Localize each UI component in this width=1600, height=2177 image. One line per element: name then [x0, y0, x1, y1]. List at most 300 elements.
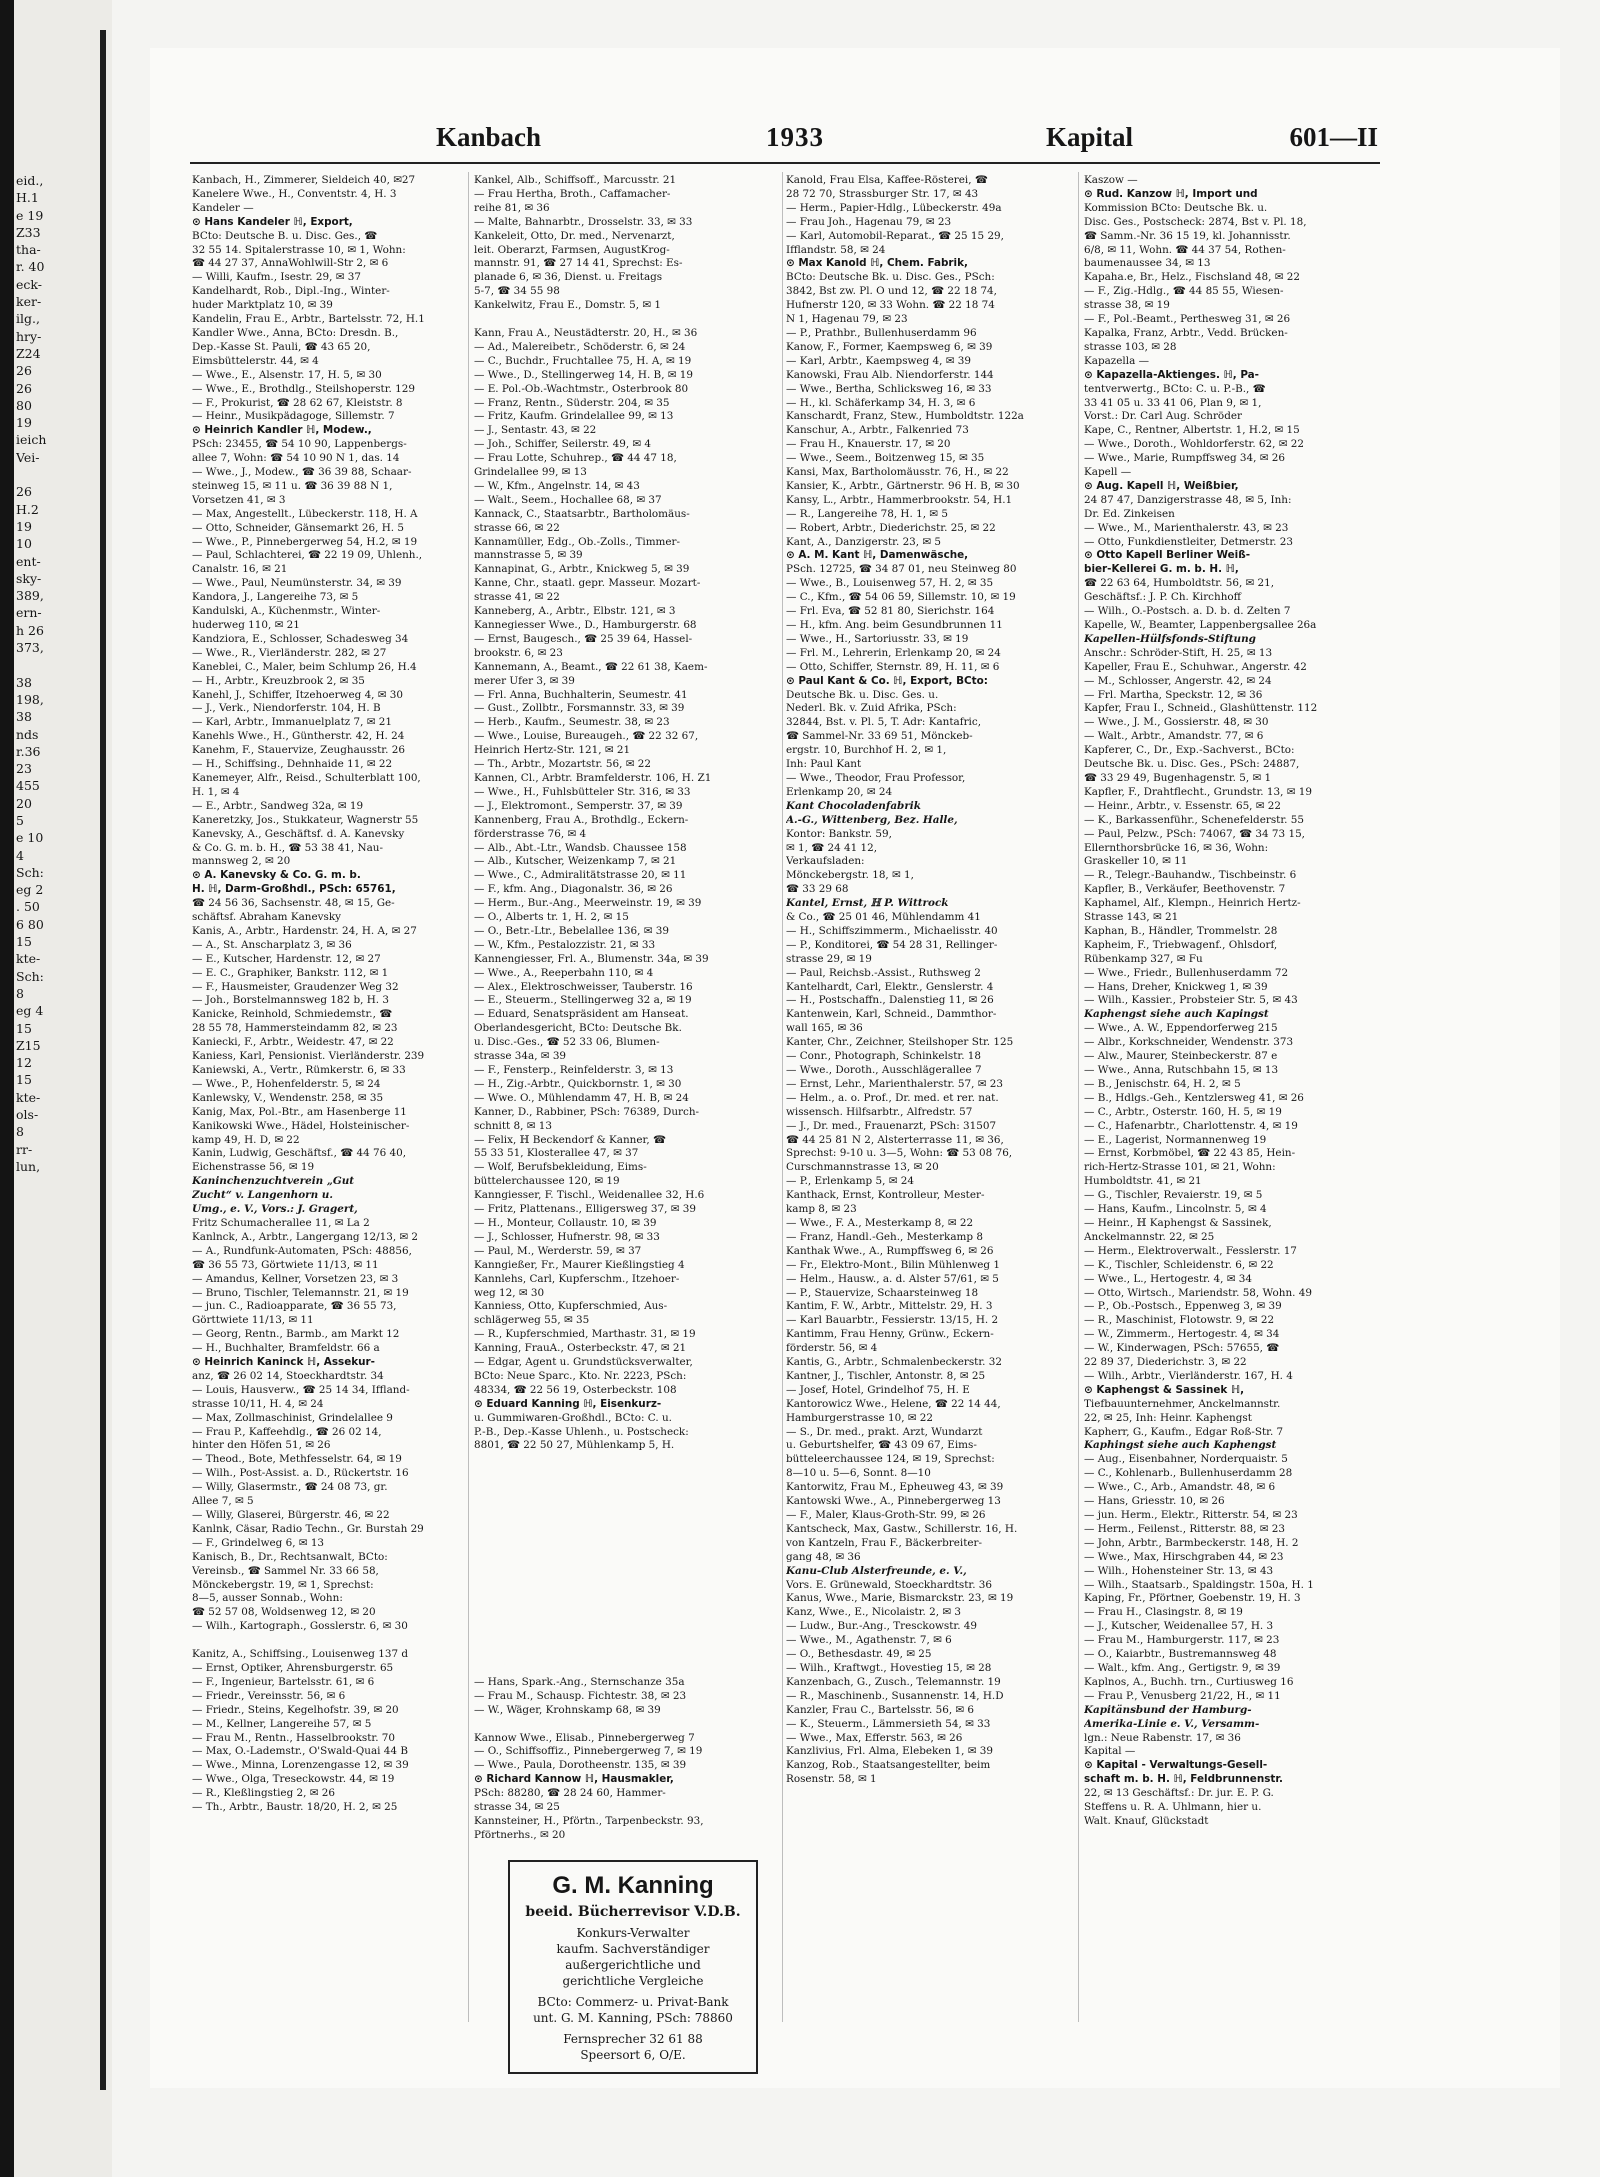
ad-bank-line: unt. G. M. Kanning, PSch: 78860: [533, 2011, 733, 2025]
directory-entry: PSch: 88280, ☎ 28 24 60, Hammer-: [474, 1787, 666, 1800]
directory-entry: — W., Zimmerm., Hertogestr. 4, ✉ 34: [1084, 1328, 1280, 1341]
directory-entry: Kaniess, Karl, Pensionist. Vierländerstr. 239: [192, 1050, 425, 1063]
directory-entry: — O., Alberts tr. 1, H. 2, ✉ 15: [474, 911, 629, 924]
directory-entry: Kanehm, F., Stauervize, Zeughausstr. 26: [192, 744, 405, 757]
directory-entry: — Willi, Kaufm., Isestr. 29, ✉ 37: [192, 271, 361, 284]
directory-entry: — K., Steuerm., Lämmersieth 54, ✉ 33: [786, 1717, 991, 1730]
fragment-line: 19: [16, 518, 32, 534]
directory-entry: Kantowski Wwe., A., Pinnebergerweg 13: [786, 1495, 1001, 1508]
directory-entry: Inh: Paul Kant: [786, 758, 862, 771]
directory-entry: Kantorwitz, Frau M., Epheuweg 43, ✉ 39: [786, 1481, 1004, 1494]
directory-entry: [474, 1495, 746, 1509]
directory-entry: Kankeleit, Otto, Dr. med., Nervenarzt,: [474, 229, 675, 242]
fragment-line: Sch:: [16, 864, 44, 880]
fragment-line: 4: [16, 847, 24, 863]
directory-entry: — J., Sentastr. 43, ✉ 22: [474, 424, 597, 437]
directory-entry: hinter den Höfen 51, ✉ 26: [192, 1439, 331, 1452]
directory-entry: Oberlandesgericht, BCto: Deutsche Bk.: [474, 1022, 682, 1035]
directory-entry: schnitt 8, ✉ 13: [474, 1119, 552, 1132]
directory-entry: ☎ 33 29 68: [786, 883, 849, 896]
ad-line: gerichtliche Vergleiche: [562, 1974, 704, 1988]
directory-entry: mannsweg 2, ✉ 20: [192, 855, 291, 868]
directory-entry: — R., Maschinenb., Susannenstr. 14, H.D: [786, 1689, 1004, 1702]
directory-entry: — S., Dr. med., prakt. Arzt, Wundarzt: [786, 1425, 983, 1438]
directory-entry: [474, 1565, 746, 1579]
directory-entry: 24 87 47, Danzigerstrasse 48, ✉ 5, Inh:: [1084, 493, 1292, 506]
directory-entry: — Otto, Funkdienstleiter, Detmerstr. 23: [1084, 535, 1293, 548]
directory-entry: — Frau Lotte, Schuhrep., ☎ 44 47 18,: [474, 452, 677, 465]
directory-entry: 55 33 51, Klosterallee 47, ✉ 37: [474, 1147, 639, 1160]
column-1: [192, 174, 464, 2044]
directory-entry: Kanis, A., Arbtr., Hardenstr. 24, H. A, ✉ 27: [192, 924, 417, 937]
directory-entry: & Co., ☎ 25 01 46, Mühlendamm 41: [786, 911, 981, 924]
directory-entry: — Walt., Arbtr., Amandstr. 77, ✉ 6: [1084, 730, 1264, 743]
directory-entry: Erlenkamp 20, ✉ 24: [786, 785, 893, 798]
directory-entry: Kapfler, B., Verkäufer, Beethovenstr. 7: [1084, 883, 1286, 896]
directory-entry: Kanowski, Frau Alb. Niendorferstr. 144: [786, 368, 994, 381]
directory-entry: strasse 34, ✉ 25: [474, 1801, 560, 1814]
directory-entry: Kantis, G., Arbtr., Schmalenbeckerstr. 32: [786, 1356, 1002, 1369]
directory-entry: — Wwe., F. A., Mesterkamp 8, ✉ 22: [786, 1216, 974, 1229]
directory-entry: Kanthak Wwe., A., Rumpffsweg 6, ✉ 26: [786, 1244, 994, 1257]
directory-entry: — Wwe., Bertha, Schlicksweg 16, ✉ 33: [786, 382, 992, 395]
directory-entry: — Wwe., P., Hohenfelderstr. 5, ✉ 24: [192, 1077, 381, 1090]
directory-entry: brookstr. 6, ✉ 23: [474, 646, 563, 659]
directory-entry: schaft m. b. H. ℍ, Feldbrunnenstr.: [1084, 1773, 1283, 1786]
directory-entry: [474, 1523, 746, 1537]
directory-entry: — E. C., Graphiker, Bankstr. 112, ✉ 1: [192, 966, 389, 979]
directory-entry: — Wwe., Louise, Bureaugeh., ☎ 22 32 67,: [474, 730, 699, 743]
directory-entry: Kaniewski, A., Vertr., Rümkerstr. 6, ✉ 33: [192, 1064, 406, 1076]
directory-entry: büttelerchaussee 120, ✉ 19: [474, 1175, 620, 1188]
directory-entry: Kanz, Wwe., E., Nicolaistr. 2, ✉ 3: [786, 1606, 961, 1619]
directory-entry: ⊙ Rud. Kanzow ℍ, Import und: [1084, 187, 1258, 200]
directory-entry: 5-7, ☎ 34 55 98: [474, 285, 560, 298]
directory-entry: Kanisch, B., Dr., Rechtsanwalt, BCto:: [192, 1550, 388, 1563]
ad-phone: Fernsprecher 32 61 88: [563, 2032, 703, 2046]
directory-entry: — Herm., Feilenst., Ritterstr. 88, ✉ 23: [1084, 1522, 1285, 1535]
directory-entry: Kant Chocoladenfabrik: [786, 799, 921, 812]
directory-entry: ⊙ Richard Kannow ℍ, Hausmakler,: [474, 1773, 674, 1786]
directory-entry: [474, 1467, 746, 1481]
column-divider: [782, 172, 783, 2022]
directory-entry: 3842, Bst zw. Pl. O und 12, ☎ 22 18 74,: [786, 285, 997, 298]
directory-entry: — Wwe., C., Admiralitätstrasse 20, ✉ 11: [474, 869, 687, 882]
directory-entry: Kanold, Frau Elsa, Kaffee-Rösterei, ☎: [786, 174, 988, 186]
directory-entry: [474, 1509, 746, 1523]
directory-entry: 33 41 05 u. 33 41 06, Plan 9, ✉ 1,: [1084, 396, 1262, 409]
directory-entry: von Kantzeln, Frau F., Bäckerbreiter-: [786, 1536, 983, 1549]
fragment-line: e 10: [16, 830, 44, 846]
directory-entry: planade 6, ✉ 36, Dienst. u. Freitags: [474, 271, 663, 284]
directory-entry: Kapherr, G., Kaufm., Edgar Roß-Str. 7: [1084, 1425, 1284, 1438]
directory-entry: Steffens u. R. A. Uhlmann, hier u.: [1084, 1801, 1262, 1814]
directory-entry: ⊙ Heinrich Kandler ℍ, Modew.,: [192, 424, 372, 437]
directory-entry: Kanemeyer, Alfr., Reisd., Schulterblatt 100,: [192, 771, 421, 784]
header-year: 1933: [766, 122, 824, 152]
directory-entry: — B., Jenischstr. 64, H. 2, ✉ 5: [1084, 1077, 1241, 1090]
directory-entry: — Wwe., A. W., Eppendorferweg 215: [1084, 1022, 1278, 1035]
directory-entry: gang 48, ✉ 36: [786, 1550, 861, 1563]
directory-entry: Kandora, J., Langereihe 73, ✉ 5: [192, 591, 359, 604]
directory-entry: Curschmannstrasse 13, ✉ 20: [786, 1161, 939, 1174]
directory-entry: Kaszow —: [1084, 174, 1138, 186]
directory-entry: wissensch. Hilfsarbtr., Alfredstr. 57: [786, 1105, 973, 1118]
directory-entry: 8801, ☎ 22 50 27, Mühlenkamp 5, H.: [474, 1439, 675, 1452]
directory-entry: förderstr. 56, ✉ 4: [786, 1342, 878, 1355]
directory-entry: Kantimm, Frau Henny, Grünw., Eckern-: [786, 1328, 994, 1341]
page-gutter: [100, 30, 106, 2090]
directory-entry: [474, 1579, 746, 1593]
directory-entry: — Paul, M., Werderstr. 59, ✉ 37: [474, 1244, 642, 1257]
directory-entry: — Paul, Pelzw., PSch: 74067, ☎ 34 73 15,: [1084, 827, 1305, 840]
directory-entry: — Alex., Elektroschweisser, Tauberstr. 16: [474, 980, 693, 993]
directory-entry: — Franz, Rentn., Süderstr. 204, ✉ 35: [474, 396, 670, 409]
directory-entry: — H., Postschaffn., Dalenstieg 11, ✉ 26: [786, 994, 994, 1007]
directory-entry: — Felix, ℍ Beckendorf & Kanner, ☎: [474, 1133, 666, 1146]
column-2: [474, 174, 746, 2044]
directory-entry: — W., Kfm., Pestalozzistr. 21, ✉ 33: [474, 938, 656, 951]
directory-entry: — H., Schiffszimmerm., Michaelisstr. 40: [786, 924, 998, 937]
fragment-line: kte-: [16, 951, 41, 967]
directory-entry: — Karl, Automobil-Reparat., ☎ 25 15 29,: [786, 229, 1004, 242]
directory-entry: ⊙ Kapazella-Aktienges. ℍ, Pa-: [1084, 368, 1259, 381]
directory-entry: Kanlewsky, V., Wendenstr. 258, ✉ 35: [192, 1091, 384, 1104]
directory-entry: — Heinr., ℍ Kaphengst & Sassinek,: [1084, 1216, 1272, 1229]
directory-entry: Kapellen-Hülfsfonds-Stiftung: [1084, 632, 1256, 645]
directory-entry: Kanus, Wwe., Marie, Bismarckstr. 23, ✉ 19: [786, 1592, 1014, 1605]
directory-entry: Kanner, D., Rabbiner, PSch: 76389, Durch-: [474, 1105, 700, 1118]
directory-entry: Kandeler —: [192, 201, 254, 214]
directory-entry: ☎ 33 29 49, Bugenhagenstr. 5, ✉ 1: [1084, 771, 1272, 784]
directory-entry: Kanniess, Otto, Kupferschmied, Aus-: [474, 1300, 668, 1313]
directory-entry: — Wwe., Doroth., Ausschlägerallee 7: [786, 1064, 982, 1076]
directory-entry: — Wwe., L., Hertogestr. 4, ✉ 34: [1084, 1272, 1252, 1285]
ad-line: kaufm. Sachverständiger: [556, 1942, 710, 1956]
directory-entry: lgn.: Neue Rabenstr. 17, ✉ 36: [1084, 1731, 1241, 1744]
directory-entry: ✉ 1, ☎ 24 41 12,: [786, 841, 878, 854]
directory-entry: strasse 29, ✉ 19: [786, 952, 872, 965]
directory-entry: Kapfler, F., Drahtflecht., Grundstr. 13, ✉ 19: [1084, 785, 1312, 798]
directory-entry: Mönckebergstr. 19, ✉ 1, Sprechst:: [192, 1578, 374, 1591]
directory-entry: Kapferer, C., Dr., Exp.-Sachverst., BCto:: [1084, 744, 1295, 757]
fragment-line: 19: [16, 415, 32, 431]
directory-entry: — W., Kfm., Angelnstr. 14, ✉ 43: [474, 479, 640, 492]
ad-title: G. M. Kanning: [552, 1872, 714, 1899]
directory-entry: — Wwe., Max, Hirschgraben 44, ✉ 23: [1084, 1550, 1284, 1563]
fragment-line: sky-: [16, 570, 42, 586]
directory-entry: Anschr.: Schröder-Stift, H. 25, ✉ 13: [1084, 646, 1273, 659]
directory-entry: — John, Arbtr., Barmbeckerstr. 148, H. 2: [1084, 1536, 1299, 1549]
directory-entry: — Fritz, Kaufm. Grindelallee 99, ✉ 13: [474, 410, 674, 423]
directory-entry: — R., Kleßlingstieg 2, ✉ 26: [192, 1787, 335, 1800]
directory-entry: förderstrasse 76, ✉ 4: [474, 827, 587, 840]
directory-entry: Kanow, F., Former, Kaempsweg 6, ✉ 39: [786, 340, 993, 353]
directory-entry: — Wwe., Anna, Rutschbahn 15, ✉ 13: [1084, 1064, 1279, 1076]
directory-entry: — Malte, Bahnarbtr., Drosselstr. 33, ✉ 33: [474, 215, 693, 228]
directory-entry: — Albr., Korkschneider, Wendenstr. 373: [1084, 1036, 1294, 1049]
directory-entry: Kanlnck, A., Arbtr., Langergang 12/13, ✉ 2: [192, 1230, 419, 1243]
directory-entry: Kanngiesser, F. Tischl., Weidenallee 32, H.6: [474, 1189, 705, 1202]
directory-entry: ⊙ Eduard Kanning ℍ, Eisenkurz-: [474, 1397, 662, 1410]
directory-entry: — R., Kupferschmied, Marthastr. 31, ✉ 19: [474, 1328, 696, 1341]
directory-entry: — W., Kinderwagen, PSch: 57655, ☎: [1084, 1342, 1280, 1355]
directory-entry: Zucht“ v. Langenhorn u.: [192, 1189, 333, 1202]
directory-entry: 8—5, ausser Sonnab., Wohn:: [192, 1592, 343, 1605]
directory-entry: Kantim, F. W., Arbtr., Mittelstr. 29, H. 3: [786, 1300, 993, 1313]
directory-entry: — Wwe., Doroth., Wohldorferstr. 62, ✉ 22: [1084, 438, 1304, 451]
ad-bank-line: BCto: Commerz- u. Privat-Bank: [537, 1995, 729, 2009]
directory-entry: — Wwe., Seem., Boitzenweg 15, ✉ 35: [786, 452, 985, 465]
directory-entry: Kann, Frau A., Neustädterstr. 20, H., ✉ 36: [474, 326, 698, 339]
directory-entry: — Wilh., Kartograph., Gosslerstr. 6, ✉ 30: [192, 1620, 408, 1633]
directory-entry: ⊙ Max Kanold ℍ, Chem. Fabrik,: [786, 257, 968, 270]
directory-entry: Kanikowski Wwe., Hädel, Holsteinischer-: [192, 1119, 410, 1132]
directory-entry: — Frau Hertha, Broth., Caffamacher-: [474, 187, 671, 200]
directory-entry: — Wwe., Theodor, Frau Professor,: [786, 771, 966, 784]
directory-entry: Kantenwein, Karl, Schneid., Dammthor-: [786, 1008, 997, 1021]
directory-entry: Kanelere Wwe., H., Conventstr. 4, H. 3: [192, 187, 397, 200]
directory-entry: Kansier, K., Arbtr., Gärtnerstr. 96 H. B, ✉ 30: [786, 479, 1020, 492]
directory-entry: — F., Prokurist, ☎ 28 62 67, Kleiststr. 8: [192, 396, 403, 409]
directory-entry: [474, 1606, 746, 1620]
directory-entry: Eichenstrasse 56, ✉ 19: [192, 1161, 315, 1174]
directory-entry: — Paul, Schlachterei, ☎ 22 19 09, Uhlenh.,: [192, 549, 423, 562]
directory-entry: Kanehl, J., Schiffer, Itzehoerweg 4, ✉ 30: [192, 688, 404, 701]
fragment-line: ols-: [16, 1107, 39, 1123]
directory-entry: — Wwe., M., Marienthalerstr. 43, ✉ 23: [1084, 521, 1289, 534]
directory-entry: — F., Maler, Klaus-Groth-Str. 99, ✉ 26: [786, 1509, 986, 1521]
directory-entry: Kandelhardt, Rob., Dipl.-Ing., Winter-: [192, 285, 390, 298]
directory-entry: Rübenkamp 327, ✉ Fu: [1084, 952, 1203, 965]
directory-entry: — Hans, Spark.-Ang., Sternschanze 35a: [474, 1675, 685, 1688]
directory-entry: — Wwe., J., Modew., ☎ 36 39 88, Schaar-: [192, 466, 412, 479]
directory-entry: — Wwe., Paula, Dorotheenstr. 135, ✉ 39: [474, 1759, 687, 1772]
fragment-line: 8: [16, 985, 24, 1001]
directory-entry: — O., Schiffsoffiz., Pinnebergerweg 7, ✉ 19: [474, 1745, 703, 1758]
directory-entry: ⊙ Hans Kandeler ℍ, Export,: [192, 215, 353, 228]
directory-entry: — Helm., Hausw., a. d. Alster 57/61, ✉ 5: [786, 1272, 999, 1285]
directory-entry: — F., Pol.-Beamt., Perthesweg 31, ✉ 26: [1084, 313, 1291, 326]
directory-entry: Kapital —: [1084, 1745, 1136, 1758]
directory-entry: — Wwe., E., Alsenstr. 17, H. 5, ✉ 30: [192, 368, 382, 381]
directory-entry: schäftsf. Abraham Kanevsky: [192, 911, 341, 924]
directory-entry: strasse 41, ✉ 22: [474, 591, 560, 604]
directory-entry: ☎ 24 56 36, Sachsenstr. 48, ✉ 15, Ge-: [192, 897, 395, 910]
directory-entry: — Wwe., H., Fuhlsbütteler Str. 316, ✉ 33: [474, 785, 691, 798]
directory-entry: Kannengiesser, Frl. A., Blumenstr. 34a, ✉ 39: [474, 952, 709, 965]
directory-entry: — Josef, Hotel, Grindelhof 75, H. E: [786, 1383, 970, 1396]
directory-entry: [474, 1551, 746, 1565]
directory-entry: — J., Elektromont., Semperstr. 37, ✉ 39: [474, 799, 683, 812]
directory-entry: — G., Tischler, Revaierstr. 19, ✉ 5: [1084, 1189, 1263, 1202]
directory-entry: ⊙ Kapital - Verwaltungs-Gesell-: [1084, 1759, 1268, 1772]
directory-entry: N 1, Hagenau 79, ✉ 23: [786, 313, 908, 326]
directory-entry: Kapheim, F., Triebwagenf., Ohlsdorf,: [1084, 938, 1278, 951]
ad-line: außergerichtliche und: [565, 1958, 701, 1972]
fragment-line: 26: [16, 484, 32, 500]
directory-entry: — Frl. Martha, Speckstr. 12, ✉ 36: [1084, 688, 1263, 701]
directory-entry: — F., Grindelweg 6, ✉ 13: [192, 1536, 325, 1549]
directory-entry: — H., Monteur, Collaustr. 10, ✉ 39: [474, 1216, 657, 1229]
directory-entry: — K., Tischler, Schleidenstr. 6, ✉ 22: [1084, 1258, 1274, 1271]
directory-entry: Kanlnk, Cäsar, Radio Techn., Gr. Burstah 29: [192, 1522, 424, 1535]
fragment-line: ieich: [16, 432, 47, 448]
fragment-line: 15: [16, 1072, 32, 1088]
directory-entry: — M., Kellner, Langereihe 57, ✉ 5: [192, 1717, 372, 1730]
directory-entry: — Ernst, Baugesch., ☎ 25 39 64, Hassel-: [474, 632, 693, 645]
directory-entry: — Frau M., Rentn., Hasselbrookstr. 70: [192, 1731, 396, 1744]
directory-entry: Kaniecki, F., Arbtr., Weidestr. 47, ✉ 22: [192, 1036, 394, 1049]
directory-entry: kamp 8, ✉ 23: [786, 1203, 857, 1216]
directory-entry: Kanne, Chr., staatl. gepr. Masseur. Mozart-: [474, 577, 701, 590]
directory-entry: Walt. Knauf, Glückstadt: [1084, 1814, 1209, 1827]
fragment-line: 38: [16, 709, 32, 725]
directory-entry: Dep.-Kasse St. Pauli, ☎ 43 65 20,: [192, 340, 371, 353]
directory-entry: Kapell —: [1084, 466, 1132, 479]
directory-entry: strasse 10/11, H. 4, ✉ 24: [192, 1397, 324, 1410]
directory-entry: — Wwe., P., Pinnebergerweg 54, H.2, ✉ 19: [192, 535, 418, 548]
directory-entry: Kandulski, A., Küchenmstr., Winter-: [192, 605, 381, 618]
column-divider: [468, 172, 469, 2022]
directory-entry: Kankel, Alb., Schiffsoff., Marcusstr. 21: [474, 174, 677, 186]
fragment-line: e 19: [16, 207, 44, 223]
directory-entry: ☎ 52 57 08, Woldsenweg 12, ✉ 20: [192, 1606, 376, 1619]
fragment-line: eck-: [16, 276, 42, 292]
fragment-line: 10: [16, 536, 32, 552]
fragment-line: 15: [16, 1020, 32, 1036]
directory-entry: Vorsetzen 41, ✉ 3: [192, 493, 286, 506]
directory-entry: — Friedr., Vereinsstr. 56, ✉ 6: [192, 1689, 346, 1702]
directory-entry: Hufnerstr 120, ✉ 33 Wohn. ☎ 22 18 74: [786, 299, 995, 312]
directory-entry: — C., Kohlenarb., Bullenhuserdamm 28: [1084, 1467, 1293, 1480]
directory-entry: Allee 7, ✉ 5: [192, 1495, 254, 1508]
fragment-line: eg 4: [16, 1003, 44, 1019]
directory-entry: Kannow Wwe., Elisab., Pinnebergerweg 7: [474, 1731, 695, 1744]
directory-entry: Heinrich Hertz-Str. 121, ✉ 21: [474, 744, 631, 757]
directory-entry: ☎ Samm.-Nr. 36 15 19, kl. Johannisstr.: [1084, 229, 1291, 242]
directory-entry: Kannlehs, Carl, Kupferschm., Itzehoer-: [474, 1272, 680, 1285]
page-number: 601—II: [1289, 122, 1378, 152]
directory-entry: BCto: Deutsche B. u. Disc. Ges., ☎: [192, 229, 378, 242]
directory-entry: Geschäftsf.: J. P. Ch. Kirchhoff: [1084, 591, 1242, 604]
fragment-line: 8: [16, 1124, 24, 1140]
directory-entry: — Frau H., Knauerstr. 17, ✉ 20: [786, 438, 951, 451]
directory-entry: Kaphan, B., Händler, Trommelstr. 28: [1084, 924, 1278, 937]
directory-entry: [474, 1620, 746, 1634]
directory-entry: — A., St. Anscharplatz 3, ✉ 36: [192, 938, 352, 951]
directory-entry: 28 72 70, Strassburger Str. 17, ✉ 43: [786, 187, 979, 200]
directory-entry: — C., Buchdr., Fruchtallee 75, H. A, ✉ 19: [474, 354, 692, 367]
directory-entry: allee 7, Wohn: ☎ 54 10 90 N 1, das. 14: [192, 452, 400, 465]
directory-entry: ⊙ A. Kanevsky & Co. G. m. b.: [192, 869, 361, 882]
directory-entry: — E. Pol.-Ob.-Wachtmstr., Osterbrook 80: [474, 382, 689, 395]
directory-entry: — Wilh., O.-Postsch. a. D. b. d. Zelten 7: [1084, 605, 1291, 618]
directory-entry: [192, 1634, 464, 1648]
directory-entry: Kantel, Ernst, ℍ P. Wittrock: [786, 897, 949, 910]
directory-entry: Kantner, J., Tischler, Antonstr. 8, ✉ 25: [786, 1369, 986, 1382]
directory-entry: Kanngießer, Fr., Maurer Kießlingstieg 4: [474, 1258, 685, 1271]
fragment-line: eid.,: [16, 173, 44, 188]
ad-subtitle: beeid. Bücherrevisor V.D.B.: [525, 1904, 741, 1920]
directory-entry: u. Gummiwaren-Großhdl., BCto: C. u.: [474, 1411, 672, 1424]
directory-entry: ☎ 44 25 81 N 2, Alsterterrasse 11, ✉ 36,: [786, 1133, 1004, 1146]
directory-entry: — B., Hdlgs.-Geh., Kentzlersweg 41, ✉ 26: [1084, 1091, 1304, 1104]
fragment-line: Z24: [16, 345, 41, 361]
directory-entry: — Max, Zollmaschinist, Grindelallee 9: [192, 1411, 393, 1424]
directory-entry: — P., Konditorei, ☎ 54 28 31, Rellinger-: [786, 938, 998, 951]
directory-entry: A.-G., Wittenberg, Bez. Halle,: [786, 813, 958, 826]
directory-entry: — O., Bethesdastr. 49, ✉ 25: [786, 1648, 932, 1661]
fragment-line: r. 40: [16, 259, 45, 275]
directory-entry: — Ludw., Bur.-Ang., Tresckowstr. 49: [786, 1620, 978, 1633]
directory-entry: — H., Schiffsing., Dehnhaide 11, ✉ 22: [192, 758, 393, 771]
directory-entry: — Willy, Glaserei, Bürgerstr. 46, ✉ 22: [192, 1509, 390, 1521]
directory-entry: — Frau Joh., Hagenau 79, ✉ 23: [786, 215, 952, 228]
fragment-line: [16, 656, 96, 673]
fragment-line: 6 80: [16, 916, 44, 932]
directory-entry: BCto: Neue Sparc., Kto. Nr. 2223, PSch:: [474, 1369, 687, 1382]
directory-entry: — Frau M., Schausp. Fichtestr. 38, ✉ 23: [474, 1689, 687, 1702]
directory-entry: Kandelin, Frau E., Arbtr., Bartelsstr. 72, H.1: [192, 313, 425, 326]
directory-entry: — Max, O.-Lademstr., O'Swald-Quai 44 B: [192, 1745, 408, 1758]
directory-entry: Umg., e. V., Vors.: J. Gragert,: [192, 1203, 358, 1216]
directory-entry: Pförtnerhs., ✉ 20: [474, 1828, 566, 1841]
directory-entry: schlägerweg 55, ✉ 35: [474, 1314, 590, 1327]
directory-entry: Sprechst: 9-10 u. 3—5, Wohn: ☎ 53 08 76,: [786, 1147, 1013, 1160]
directory-entry: — M., Schlosser, Angerstr. 42, ✉ 24: [1084, 674, 1272, 687]
directory-entry: strasse 34a, ✉ 39: [474, 1050, 567, 1063]
directory-entry: — Frl. Anna, Buchhalterin, Seumestr. 41: [474, 688, 688, 701]
directory-entry: Amerika-Linie e. V., Versamm-: [1084, 1717, 1260, 1730]
directory-entry: Kommission BCto: Deutsche Bk. u.: [1084, 201, 1268, 214]
directory-entry: — Amandus, Kellner, Vorsetzen 23, ✉ 3: [192, 1272, 399, 1285]
directory-entry: — Robert, Arbtr., Diederichstr. 25, ✉ 22: [786, 521, 996, 534]
directory-entry: — Helm., a. o. Prof., Dr. med. et rer. nat.: [786, 1091, 999, 1104]
directory-entry: — F., kfm. Ang., Diagonalstr. 36, ✉ 26: [474, 883, 673, 896]
directory-entry: Kanzenbach, G., Zusch., Telemannstr. 19: [786, 1675, 1001, 1688]
fragment-line: 373,: [16, 640, 44, 656]
directory-entry: Kanicke, Reinhold, Schmiedemstr., ☎: [192, 1008, 393, 1021]
directory-entry: [474, 1634, 746, 1648]
directory-entry: Kanneberg, A., Arbtr., Elbstr. 121, ✉ 3: [474, 605, 676, 618]
fragment-line: 389,: [16, 588, 44, 604]
directory-entry: [474, 1648, 746, 1662]
directory-entry: Kanu-Club Alsterfreunde, e. V.,: [786, 1564, 967, 1577]
directory-entry: 28 55 78, Hammersteindamm 82, ✉ 23: [192, 1022, 398, 1035]
directory-entry: Kaphamel, Alf., Klempn., Heinrich Hertz-: [1084, 897, 1301, 910]
previous-page-fragment: [16, 172, 96, 2052]
fragment-line: tha-: [16, 242, 41, 258]
directory-entry: — Franz, Handl.-Geh., Mesterkamp 8: [786, 1230, 983, 1243]
directory-entry: strasse 38, ✉ 19: [1084, 299, 1170, 312]
directory-entry: 8—10 u. 5—6, Sonnt. 8—10: [786, 1467, 931, 1480]
directory-entry: — Wwe., Friedr., Bullenhuserdamm 72: [1084, 966, 1289, 979]
fragment-line: ker-: [16, 294, 42, 310]
fragment-line: 26: [16, 380, 32, 396]
directory-entry: Kanthack, Ernst, Kontrolleur, Mester-: [786, 1189, 985, 1202]
directory-entry: 6/8, ✉ 11, Wohn. ☎ 44 37 54, Rothen-: [1084, 243, 1286, 256]
directory-entry: — Wilh., Post-Assist. a. D., Rückertstr. 16: [192, 1467, 409, 1480]
directory-entry: Graskeller 10, ✉ 11: [1084, 855, 1188, 868]
directory-entry: — A., Rundfunk-Automaten, PSch: 48856,: [192, 1244, 412, 1257]
directory-entry: Ifflandstr. 58, ✉ 24: [786, 243, 886, 256]
directory-entry: ⊙ A. M. Kant ℍ, Damenwäsche,: [786, 549, 969, 562]
directory-entry: — Hans, Kaufm., Lincolnstr. 5, ✉ 4: [1084, 1203, 1267, 1216]
directory-entry: [474, 313, 746, 327]
directory-entry: — Otto, Schneider, Gänsemarkt 26, H. 5: [192, 521, 405, 534]
directory-entry: Kannemann, A., Beamt., ☎ 22 61 38, Kaem-: [474, 660, 708, 673]
